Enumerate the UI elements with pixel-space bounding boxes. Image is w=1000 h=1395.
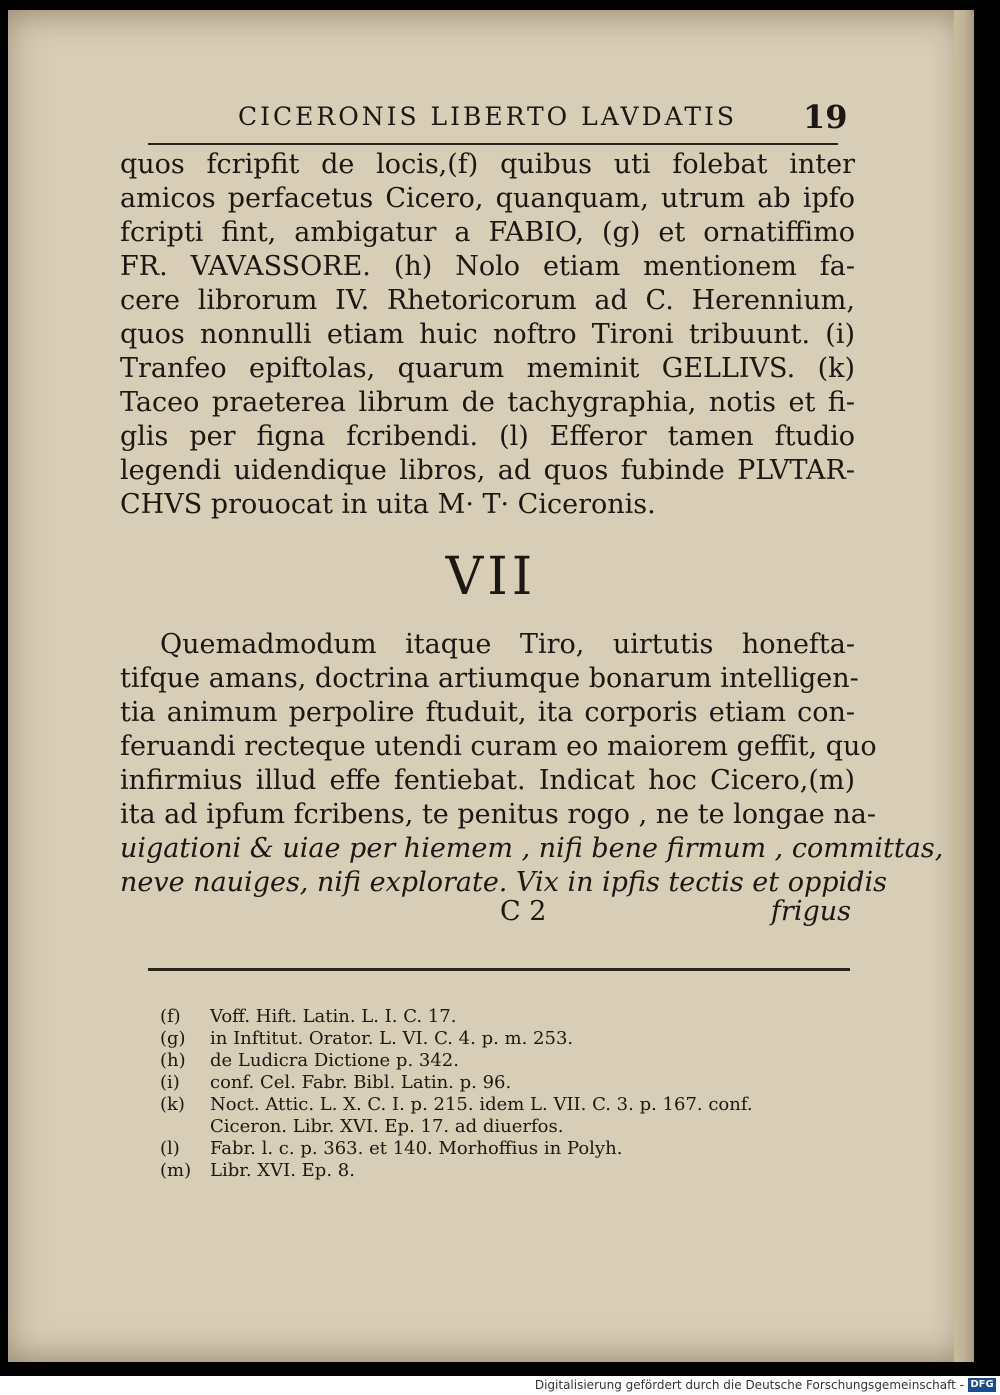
paragraph-1 [120,148,855,522]
footnote [160,1028,880,1050]
text-line: fcripti fint, ambigatur a FABIO, (g) et ornatiffimo [120,217,855,248]
footnote [160,1160,880,1182]
text-line: legendi uidendique libros, ad quos fubinde PLVTAR- [120,455,855,486]
text-line: tifque amans, doctrina artiumque bonarum intelligen- [120,663,859,694]
footnote-label: (f) [160,1006,181,1027]
text-line: feruandi recteque utendi curam eo maiorem geffit, quo [120,731,877,762]
footnote [160,1006,880,1028]
footnote-text: Libr. XVI. Ep. 8. [210,1160,355,1181]
text-line: cere librorum IV. Rhetoricorum ad C. Herennium, [120,285,855,316]
footnote-text: Voff. Hift. Latin. L. I. C. 17. [210,1006,457,1027]
footnote-label: (g) [160,1028,186,1049]
footnote [160,1050,880,1072]
text-line: quos fcripfit de locis,(f) quibus uti folebat inter [120,149,855,180]
running-head: CICERONIS LIBERTO LAVDATIS [238,102,737,131]
text-line: quos nonnulli etiam huic noftro Tironi tribuunt. (i) [120,319,855,350]
text-line: uigationi & uiae per hiemem , nifi bene firmum , committas, [120,833,944,864]
footnote [160,1116,880,1138]
text-line: ita ad ipfum fcribens, te penitus rogo , ne te longae na- [120,799,876,830]
footnote-text: Fabr. l. c. p. 363. et 140. Morhoffius in Polyh. [210,1138,623,1159]
footnote-label: (h) [160,1050,186,1071]
footnote-label: (l) [160,1138,180,1159]
signature-line [120,896,855,930]
footer-bar [0,1376,1000,1395]
text-line: neve nauiges, nifi explorate. Vix in ipfis tectis et oppidis [120,867,887,898]
text-line: amicos perfacetus Cicero, quanquam, utrum ab ipfo [120,183,855,214]
footnote-label: (k) [160,1094,185,1115]
signature-mark: C 2 [500,896,547,927]
footnote-label [160,1116,210,1138]
footnote [160,1072,880,1094]
footnote-text: Ciceron. Libr. XVI. Ep. 17. ad diuerfos. [210,1116,564,1137]
footnote-text: de Ludicra Dictione p. 342. [210,1050,459,1071]
paragraph-2 [120,628,944,900]
footnote [160,1094,880,1116]
text-line: Taceo praeterea librum de tachygraphia, notis et fi- [120,387,855,418]
section-heading: VII [445,547,537,607]
header-rule [148,143,838,145]
text-line: glis per figna fcribendi. (l) Efferor tamen ftudio [120,421,855,452]
footnote-label: (i) [160,1072,180,1093]
footnote-text: in Inftitut. Orator. L. VI. C. 4. p. m. 253. [210,1028,574,1049]
dfg-logo: DFG [968,1378,996,1392]
text-line: tia animum perpolire ftuduit, ita corporis etiam con- [120,697,855,728]
footnote-rule [148,968,850,971]
text-line: Quemadmodum itaque Tiro, uirtutis honefta- [160,629,855,660]
footnote [160,1138,880,1160]
footnotes [160,1006,880,1182]
footnote-text: Noct. Attic. L. X. C. I. p. 215. idem L. VII. C. 3. p. 167. conf. [210,1094,753,1115]
funding-notice: Digitalisierung gefördert durch die Deutsche Forschungsgemeinschaft - [534,1378,964,1392]
text-line: infirmius illud effe fentiebat. Indicat hoc Cicero,(m) [120,765,855,796]
page-edge [954,10,974,1362]
page-number: 19 [803,98,848,136]
footnote-label: (m) [160,1160,192,1181]
book-page [8,10,974,1362]
text-line: FR. VAVASSORE. (h) Nolo etiam mentionem fa- [120,251,855,282]
footnote-text: conf. Cel. Fabr. Bibl. Latin. p. 96. [210,1072,512,1093]
catchword: frigus [770,896,851,927]
text-line: CHVS prouocat in uita M· T· Ciceronis. [120,489,656,520]
text-line: Tranfeo epiftolas, quarum meminit GELLIVS. (k) [120,353,855,384]
